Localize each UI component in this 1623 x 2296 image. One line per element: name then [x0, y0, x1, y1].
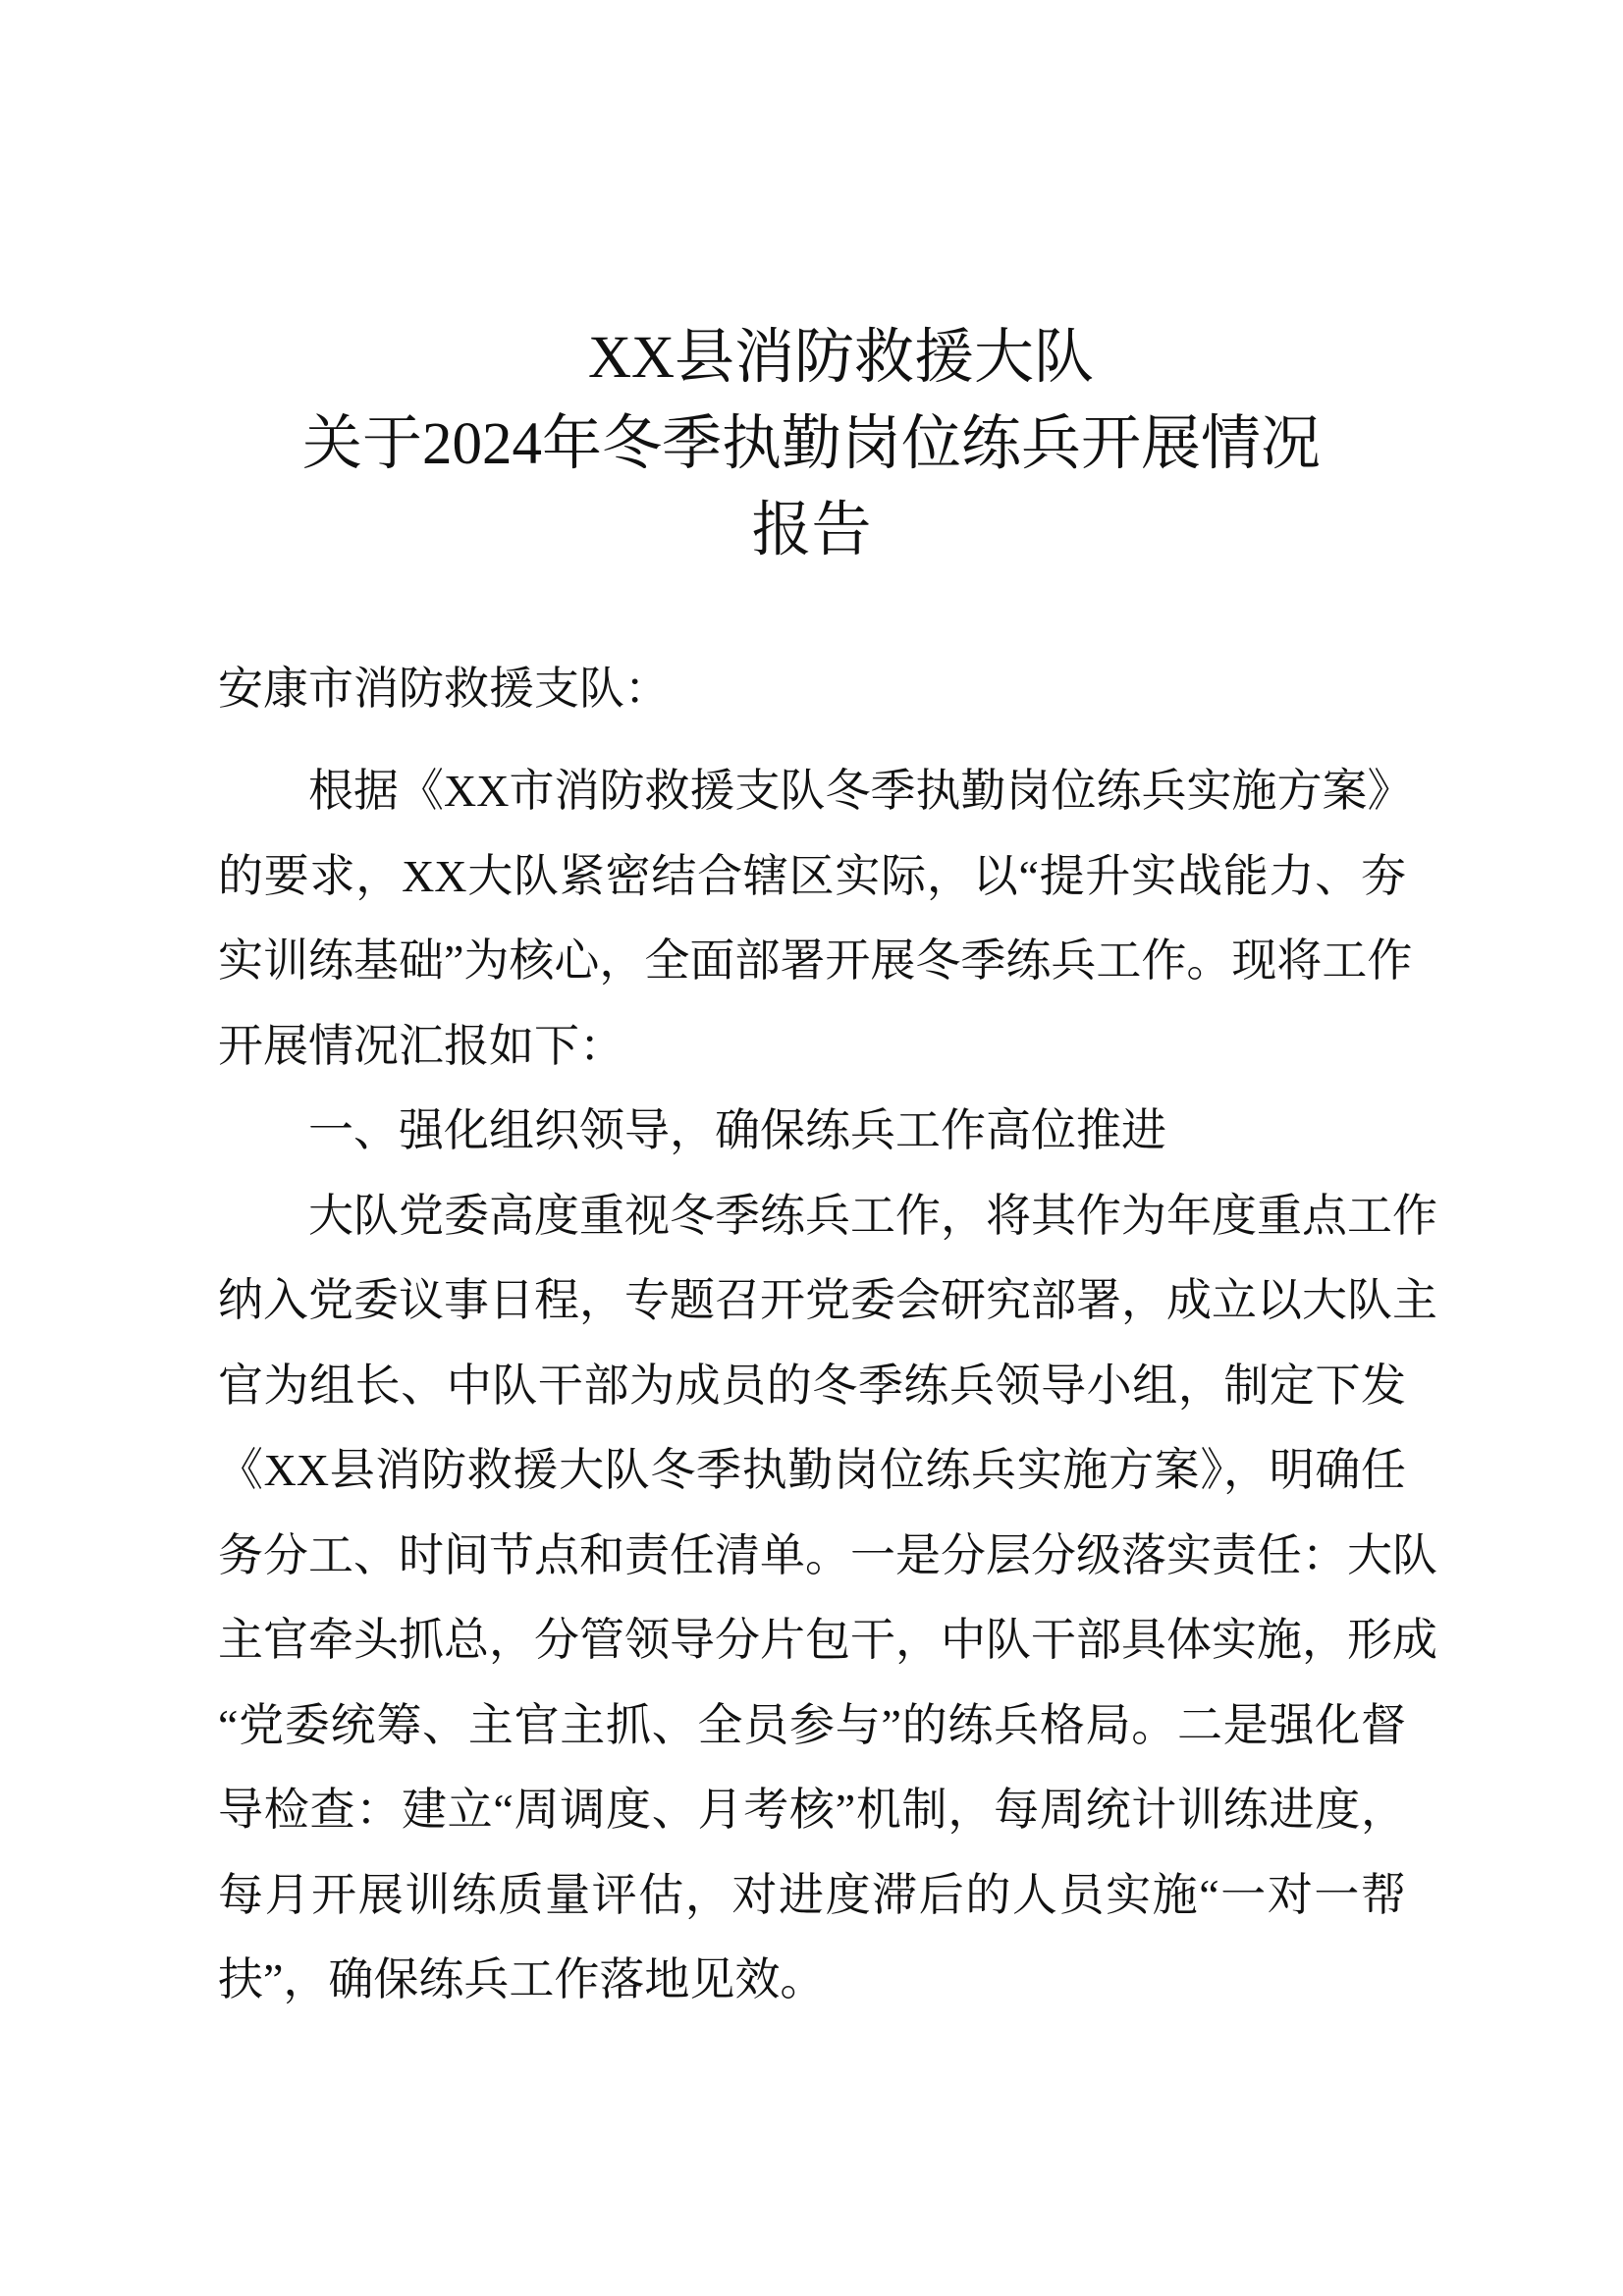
title-line-2: 关于2024年冬季执勤岗位练兵开展情况	[301, 411, 1321, 477]
document-body	[218, 749, 1437, 2023]
body-line: 务分工、时间节点和责任清单。一是分层分级落实责任：大队	[218, 1529, 1437, 1580]
title-line-1: XX县消防救援大队	[587, 325, 1095, 391]
body-line: 导检查：建立“周调度、月考核”机制，每周统计训练进度，	[218, 1785, 1406, 1835]
body-line: 根据《XX市消防救援支队冬季执勤岗位练兵实施方案》	[308, 766, 1413, 816]
body-line: “党委统筹、主官主抓、全员参与”的练兵格局。二是强化督	[218, 1699, 1406, 1750]
body-line: 一、强化组织领导，确保练兵工作高位推进	[308, 1105, 1166, 1155]
body-line: 的要求，XX大队紧密结合辖区实际，以“提升实战能力、夯	[218, 850, 1406, 901]
body-line: 《XX县消防救援大队冬季执勤岗位练兵实施方案》，明确任	[218, 1445, 1406, 1495]
body-line: 开展情况汇报如下：	[218, 1020, 624, 1071]
body-line: 每月开展训练质量评估，对进度滞后的人员实施“一对一帮	[218, 1869, 1406, 1920]
body-line: 纳入党委议事日程，专题召开党委会研究部署，成立以大队主	[218, 1275, 1437, 1325]
salutation: 安康市消防救援支队：	[218, 664, 670, 714]
title-line-3: 报告	[751, 498, 872, 563]
body-line: 扶”，确保练兵工作落地见效。	[218, 1954, 826, 2004]
body-line: 主官牵头抓总，分管领导分片包干，中队干部具体实施，形成	[218, 1615, 1437, 1665]
body-line: 官为组长、中队干部为成员的冬季练兵领导小组，制定下发	[218, 1360, 1406, 1411]
body-line: 实训练基础”为核心，全面部署开展冬季练兵工作。现将工作	[218, 935, 1413, 986]
body-line: 大队党委高度重视冬季练兵工作，将其作为年度重点工作	[308, 1190, 1437, 1241]
